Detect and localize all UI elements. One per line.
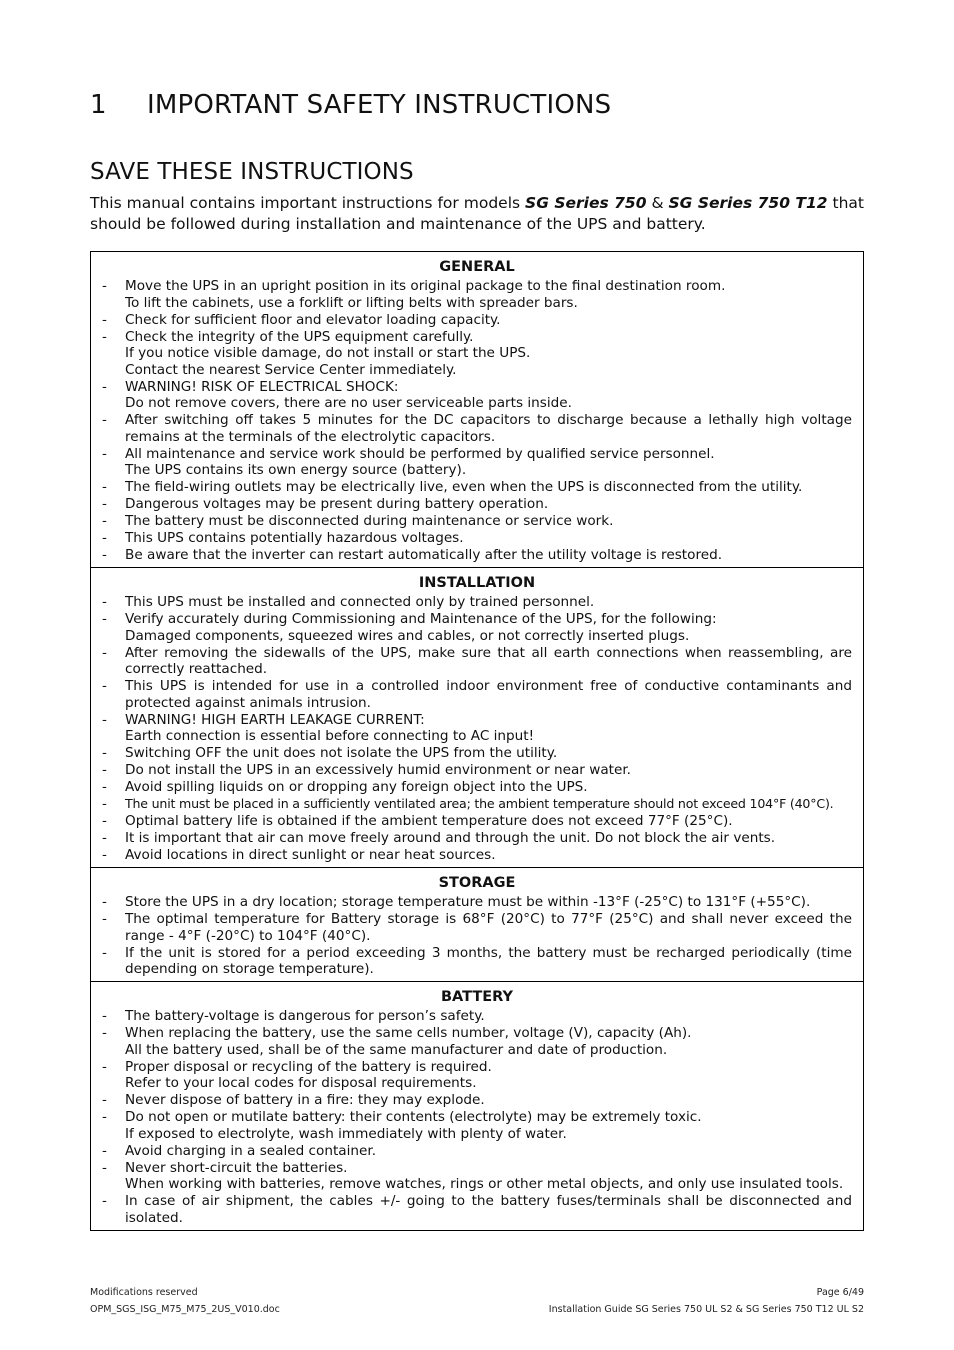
general-list (102, 278, 852, 564)
battery-item-text: The battery-voltage is dangerous for person’s safety. (125, 1008, 485, 1024)
installation-item (102, 594, 852, 611)
general-item-text: The field-wiring outlets may be electrically live, even when the UPS is disconnected from the utility. (125, 479, 803, 495)
general-item (102, 479, 852, 496)
installation-item-text: WARNING! HIGH EARTH LEAKAGE CURRENT: (125, 711, 425, 728)
battery-list (102, 1008, 852, 1226)
section-general (91, 252, 863, 567)
section-title-general: GENERAL (439, 259, 515, 275)
general-item-text: All maintenance and service work should be performed by qualified service personnel. (125, 445, 715, 462)
installation-item-text: It is important that air can move freely around and through the unit. Do not block the air vents. (125, 830, 776, 846)
section-title-installation: INSTALLATION (418, 575, 536, 591)
battery-item-text: Do not open or mutilate battery: their contents (electrolyte) may be extremely toxic. (125, 1109, 702, 1125)
chapter-heading (90, 90, 611, 120)
chapter-title: IMPORTANT SAFETY INSTRUCTIONS (147, 90, 612, 120)
general-item-subtext: If you notice visible damage, do not install or start the UPS. (125, 345, 531, 361)
general-item-subtext: Contact the nearest Service Center immediately. (125, 361, 457, 378)
battery-item (102, 1109, 852, 1142)
battery-item (102, 1059, 852, 1092)
footer-guide-title: Installation Guide SG Series 750 UL S2 & SG Series 750 T12 UL S2 (548, 1304, 864, 1315)
general-item (102, 530, 852, 547)
installation-item (102, 645, 852, 678)
installation-item (102, 830, 852, 847)
general-item (102, 412, 852, 445)
section-installation (91, 567, 863, 867)
storage-item (102, 894, 852, 911)
storage-item-text: If the unit is stored for a period exceeding 3 months, the battery must be recharged periodically (time depending on storage temperature). (125, 944, 852, 977)
installation-item (102, 611, 852, 644)
installation-item (102, 796, 852, 813)
general-item-subtext: Do not remove covers, there are no user serviceable parts inside. (125, 395, 572, 411)
general-item-subtext: The UPS contains its own energy source (battery). (125, 462, 467, 478)
battery-item (102, 1160, 852, 1193)
installation-item-text: Avoid locations in direct sunlight or near heat sources. (125, 847, 496, 863)
footer-modifications: Modifications reserved (90, 1287, 198, 1298)
battery-item (102, 1025, 852, 1058)
footer-left (90, 1284, 280, 1318)
battery-item (102, 1193, 852, 1226)
installation-item (102, 762, 852, 779)
general-item-text: Move the UPS in an upright position in its original package to the final destination room. (125, 278, 726, 294)
battery-item-subtext: All the battery used, shall be of the same manufacturer and date of production. (125, 1041, 668, 1058)
storage-item (102, 911, 852, 944)
installation-item-subtext: Earth connection is essential before connecting to AC input! (125, 728, 535, 744)
model-name-2: SG Series 750 T12 (668, 194, 828, 212)
storage-list (102, 894, 852, 978)
footer-page-number: Page 6/49 (816, 1287, 864, 1298)
general-item (102, 446, 852, 479)
section-battery (91, 981, 863, 1230)
battery-item (102, 1008, 852, 1025)
installation-item (102, 813, 852, 830)
general-item-text: Check the integrity of the UPS equipment carefully. (125, 328, 474, 345)
intro-paragraph (90, 193, 864, 235)
installation-item-text: Switching OFF the unit does not isolate the UPS from the utility. (125, 745, 558, 761)
general-item-text: This UPS contains potentially hazardous voltages. (125, 530, 464, 546)
battery-item-text: Avoid charging in a sealed container. (125, 1142, 377, 1159)
section-storage (91, 867, 863, 981)
installation-item (102, 847, 852, 864)
storage-item-text: Store the UPS in a dry location; storage temperature must be within -13°F (-25°C) to 131°F (+55°C). (125, 894, 811, 910)
general-item-text: WARNING! RISK OF ELECTRICAL SHOCK: (125, 378, 399, 395)
intro-ampersand: & (646, 194, 669, 212)
installation-item-text: After removing the sidewalls of the UPS, make sure that all earth connections when reassembling, are correctly reattached. (125, 644, 852, 677)
storage-item (102, 945, 852, 978)
battery-item (102, 1143, 852, 1160)
installation-item (102, 779, 852, 796)
general-item (102, 278, 852, 311)
safety-instructions-table (90, 251, 864, 1231)
general-item (102, 513, 852, 530)
installation-item (102, 678, 852, 711)
battery-item-text: Proper disposal or recycling of the battery is required. (125, 1058, 492, 1075)
installation-item-text: Avoid spilling liquids on or dropping any foreign object into the UPS. (125, 779, 588, 795)
battery-item (102, 1092, 852, 1109)
footer-right (549, 1284, 864, 1318)
battery-item-subtext: Refer to your local codes for disposal requirements. (125, 1075, 477, 1091)
installation-item-text: This UPS is intended for use in a controlled indoor environment free of conductive contaminants and protected against animals intrusion. (125, 678, 852, 711)
battery-item-subtext: When working with batteries, remove watches, rings or other metal objects, and only use insulated tools. (125, 1176, 844, 1192)
general-item (102, 496, 852, 513)
general-item (102, 547, 852, 564)
installation-item-text: Verify accurately during Commissioning and Maintenance of the UPS, for the following: (125, 611, 717, 627)
installation-item-subtext: Damaged components, squeezed wires and cables, or not correctly inserted plugs. (125, 627, 690, 644)
installation-item-text: The unit must be placed in a sufficiently ventilated area; the ambient temperature should not exceed 104°F (40°C). (125, 796, 834, 811)
battery-item-text: Never short-circuit the batteries. (125, 1159, 348, 1176)
installation-list (102, 594, 852, 864)
general-item (102, 379, 852, 412)
storage-item-text: The optimal temperature for Battery storage is 68°F (20°C) to 77°F (25°C) and shall never exceed the range - 4°F (-20°C) to 104°F (40°C). (125, 911, 852, 944)
general-item-text: Dangerous voltages may be present during battery operation. (125, 496, 549, 512)
section-title-battery: BATTERY (440, 989, 514, 1005)
section-title-storage: STORAGE (438, 875, 516, 891)
chapter-number: 1 (90, 90, 107, 120)
installation-item-text: Optimal battery life is obtained if the ambient temperature does not exceed 77°F (25°C). (125, 813, 733, 829)
installation-item-text: Do not install the UPS in an excessively humid environment or near water. (125, 762, 632, 778)
battery-item-text: When replacing the battery, use the same cells number, voltage (V), capacity (Ah). (125, 1025, 692, 1041)
footer-filename: OPM_SGS_ISG_M75_M75_2US_V010.doc (90, 1304, 280, 1315)
installation-item (102, 712, 852, 745)
battery-item-text: Never dispose of battery in a fire: they may explode. (125, 1092, 485, 1108)
model-name-1: SG Series 750 (525, 194, 647, 212)
installation-item-text: This UPS must be installed and connected only by trained personnel. (125, 594, 595, 610)
general-item (102, 329, 852, 379)
intro-text-post: that should be followed during installation and maintenance of the UPS and battery. (90, 194, 864, 233)
battery-item-text: In case of air shipment, the cables +/- going to the battery fuses/terminals shall be disconnected and isolated. (125, 1193, 852, 1226)
battery-item-subtext: If exposed to electrolyte, wash immediately with plenty of water. (125, 1125, 567, 1142)
section-subheading: SAVE THESE INSTRUCTIONS (90, 159, 414, 185)
general-item-text: After switching off takes 5 minutes for the DC capacitors to discharge because a lethally high voltage remains at the terminals of the electrolytic capacitors. (125, 412, 852, 445)
installation-item (102, 745, 852, 762)
intro-text-pre: This manual contains important instructions for models (90, 194, 526, 212)
general-item (102, 312, 852, 329)
general-item-text: The battery must be disconnected during maintenance or service work. (125, 513, 614, 529)
general-item-text: Check for sufficient floor and elevator loading capacity. (125, 311, 501, 328)
general-item-text: Be aware that the inverter can restart automatically after the utility voltage is restored. (125, 547, 723, 563)
general-item-subtext: To lift the cabinets, use a forklift or lifting belts with spreader bars. (125, 294, 578, 311)
